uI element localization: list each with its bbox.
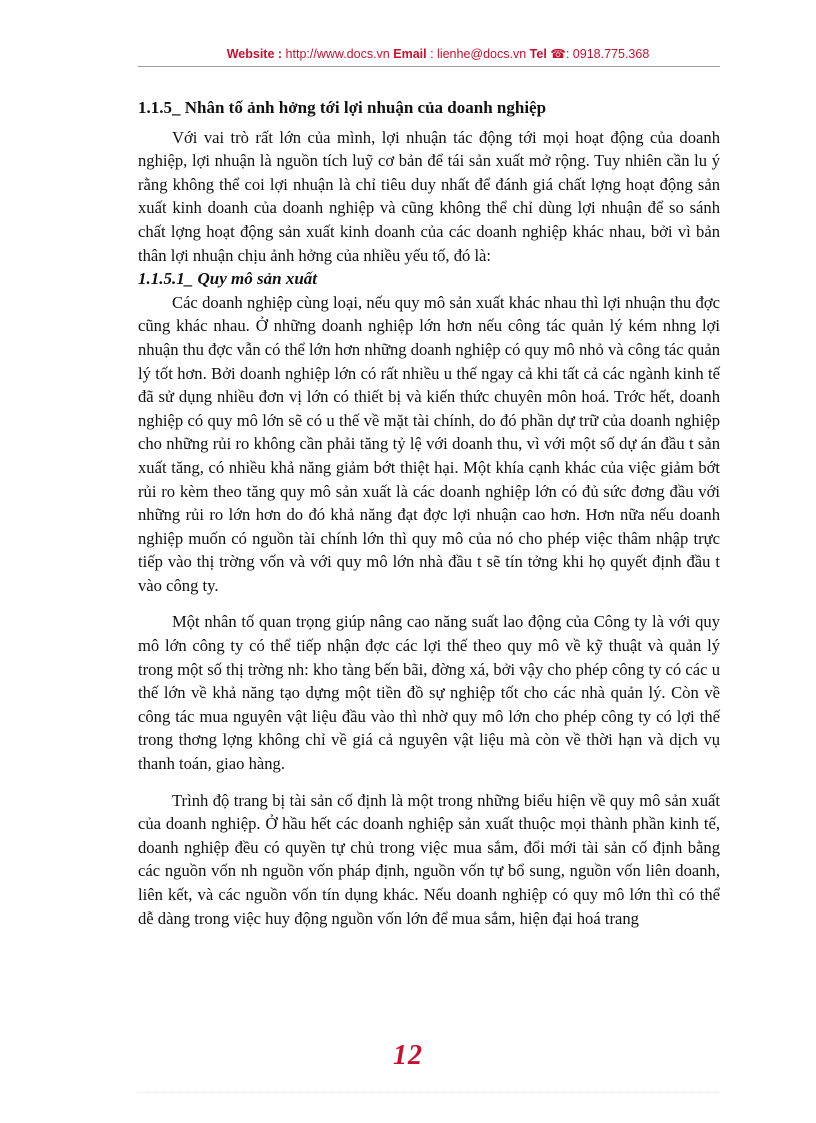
website-link[interactable]: http://www.docs.vn bbox=[285, 47, 390, 61]
website-label: Website : bbox=[226, 47, 283, 61]
paragraph: Một nhân tố quan trọng giúp nâng cao năng suất lao động của Công ty là với quy mô lớn công ty có thể tiếp nhận đợc các lợi thế theo quy mô về kỹ thuật và quản lý trong một số thị trờng nh: kho tàng bến bãi, đờng xá, bởi vậy cho phép công ty có các u thế lớn về khả năng tạo dựng một tiền đồ sự nghiệp tốt cho các nhà quản lý. Còn về công tác mua nguyên vật liệu đầu vào thì nhờ quy mô lớn cho phép công ty có lợi thế trong thơng lợng không chỉ về giá cả nguyên vật liệu mà còn về thời hạn và dịch vụ thanh toán, giao hàng. bbox=[138, 612, 720, 774]
email-label: Email bbox=[393, 47, 427, 61]
intro-paragraph: Với vai trò rất lớn của mình, lợi nhuận tác động tới mọi hoạt động của doanh nghiệp, lợi nhuận là nguồn tích luỹ cơ bản để tái sản xuất mở rộng. Tuy nhiên cần lu ý rằng không thể coi lợi nhuận là chỉ tiêu duy nhất để đánh giá chất lợng hoạt động sản xuất kinh doanh của doanh nghiệp và cũng không thể chỉ dùng lợi nhuận để so sánh chất lợng hoạt động sản xuất kinh doanh của các doanh nghiệp khác nhau, bởi vì bản thân lợi nhuận chịu ảnh hởng của nhiều yếu tố, đó là: bbox=[138, 127, 720, 265]
email-link[interactable]: : lienhe@docs.vn bbox=[430, 47, 527, 61]
document-body bbox=[138, 96, 720, 930]
paragraph: Các doanh nghiệp cùng loại, nếu quy mô sản xuất khác nhau thì lợi nhuận thu đợc cũng khác nhau. Ở những doanh nghiệp lớn hơn nếu công tác quản lý kém nhng lợi nhuận thu đợc vẫn có thể lớn hơn những doanh nghiệp có quy mô nhỏ và công tác quản lý tốt hơn. Bởi doanh nghiệp lớn có rất nhiều u thế ngay cả khi tất cả các ngành kinh tế đã sử dụng nhiều đơn vị lớn có thiết bị và kiến thức chuyên môn hoá. Trớc hết, doanh nghiệp có quy mô lớn sẽ có u thế về mặt tài chính, do đó phần dự trữ của doanh nghiệp cho những rủi ro không cần phải tăng tỷ lệ với doanh thu, vì với một số dự án đầu t sản xuất tăng, có nhiều khả năng giảm bớt thiệt hại. Một khía cạnh khác của việc giảm bớt rủi ro kèm theo tăng quy mô sản xuất là các doanh nghiệp lớn có đủ sức đơng đầu với những rủi ro lớn hơn do đó khả năng đạt đợc lợi nhuận cao hơn. Hơn nữa nếu doanh nghiệp muốn có nguồn tài chính lớn thì quy mô của nó cho phép việc thâm nhập trực tiếp vào thị trờng vốn và với quy mô lớn nhà đầu t sẽ tín tởng khi họ quyết định đầu t vào công ty. bbox=[138, 292, 720, 595]
tel-value: : 0918.775.368 bbox=[565, 47, 650, 61]
header-divider bbox=[138, 66, 720, 67]
subsection-title: 1.1.5.1_ Quy mô sản xuất bbox=[138, 269, 317, 289]
paragraph: Trình độ trang bị tài sản cố định là một trong những biểu hiện về quy mô sản xuất của doanh nghiệp. Ở hầu hết các doanh nghiệp sản xuất thuộc mọi thành phần kinh tế, doanh nghiệp đều có quyền tự chủ trong việc mua sắm, đổi mới tài sản cố định bằng các nguồn vốn nh nguồn vốn pháp định, nguồn vốn tự bổ sung, nguồn vốn liên doanh, liên kết, và các nguồn vốn tín dụng khác. Nếu doanh nghiệp có quy mô lớn thì có thể dễ dàng trong việc huy động nguồn vốn lớn để mua sắm, hiện đại hoá trang bbox=[138, 790, 720, 928]
page-header bbox=[130, 46, 746, 66]
footer-divider bbox=[138, 1092, 720, 1093]
tel-label: Tel bbox=[529, 47, 547, 61]
phone-icon: ☎ bbox=[550, 47, 566, 61]
section-title: 1.1.5_ Nhân tố ảnh hởng tới lợi nhuận của doanh nghiệp bbox=[138, 98, 547, 117]
page-number: 12 bbox=[393, 1040, 423, 1071]
